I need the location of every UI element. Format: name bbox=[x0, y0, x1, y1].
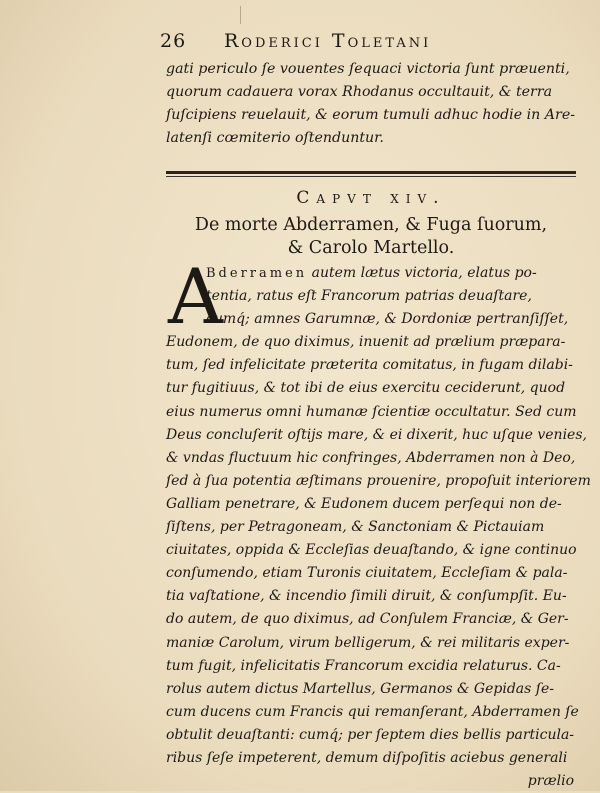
section-rule bbox=[166, 171, 576, 174]
text-line bbox=[166, 262, 586, 285]
text-line: quorum cadauera vorax Rhodanus occultauit, & terra bbox=[166, 84, 553, 100]
text-line: ſiſtens, per Petragoneam, & Sanctoniam & Pictauiam bbox=[166, 519, 545, 536]
text-line: tum fugit, infelicitatis Francorum excidia relaturus. Ca- bbox=[166, 657, 561, 674]
text-line: & vndas fluctuum hic confringes, Abderramen non à Deo, bbox=[166, 449, 576, 466]
text-line: maniæ Carolum, virum belligerum, & rei militaris exper- bbox=[166, 634, 570, 651]
text-line-rest: autem lætus victoria, elatus po- bbox=[311, 265, 537, 281]
text-line: Eudonem, de quo diximus, inuenit ad prælium præpara- bbox=[166, 334, 566, 351]
text-line: ſuſcipiens reuelauit, & eorum tumuli adhuc hodie in Are- bbox=[166, 107, 576, 123]
text-line: Galliam penetrare, & Eudonem ducem perſequi non de- bbox=[166, 495, 562, 512]
text-line: eius numerus omni humanæ ſcientiæ occultatur. Sed cum bbox=[166, 403, 577, 420]
running-title: Roderici Toletani bbox=[224, 30, 432, 52]
chapter-body bbox=[166, 252, 591, 793]
text-line: gati periculo ſe vouentes ſequaci victoria ſunt præuenti, bbox=[166, 61, 570, 77]
subtitle-line: De morte Abderramen, & Fuga ſuorum, bbox=[194, 215, 548, 235]
subtitle-line: & Carolo Martello. bbox=[287, 238, 455, 258]
catchword: prælio bbox=[527, 773, 574, 790]
text-line: rolus autem dictus Martellus, Germanos & Gepidas ſe- bbox=[166, 680, 554, 697]
text-line: tentia, ratus eſt Francorum patrias deuaſtare, bbox=[206, 288, 532, 305]
text-line: do autem, de quo diximus, ad Conſulem Franciæ, & Ger- bbox=[166, 611, 569, 628]
text-line: tum, ſed infelicitate præterita comitatus, in fugam dilabi- bbox=[166, 357, 573, 374]
text-line: ciuitates, oppida & Eccleſias deuaſtando, & igne continuo bbox=[166, 542, 577, 559]
text-line: ribus ſeſe impeterent, demum diſpoſitis aciebus generali bbox=[166, 749, 568, 766]
first-word-caps: Bderramen bbox=[206, 266, 308, 281]
text-line: conſumendo, etiam Turonis ciuitatem, Eccleſiam & pala- bbox=[166, 565, 568, 582]
continued-paragraph bbox=[166, 58, 586, 150]
page-header bbox=[160, 30, 580, 60]
text-line: tur fugitiuus, & tot ibi de eius exercitu ceciderunt, quod bbox=[166, 380, 566, 397]
chapter-heading: Capvt xiv. bbox=[296, 188, 446, 208]
section-rule-thin bbox=[166, 176, 576, 177]
text-line: obtulit deuaſtanti: cumq́; per ſeptem dies bellis particula- bbox=[166, 726, 575, 743]
text-line: latenſi cœmiterio oſtenduntur. bbox=[166, 130, 384, 146]
text-line: Deus concluſerit oſtijs mare, & ei dixerit, huc uſque venies, bbox=[166, 426, 587, 443]
chapter-subtitle bbox=[166, 214, 576, 260]
page-mark bbox=[240, 6, 241, 24]
drop-cap: A bbox=[168, 252, 223, 341]
text-line: cumq́; amnes Garumnæ, & Dordoniæ pertranſiſſet, bbox=[206, 311, 569, 328]
text-line: ſed à ſua potentia æſtimans prouenire, propoſuit interiorem bbox=[166, 472, 591, 489]
page-number: 26 bbox=[160, 30, 187, 52]
text-line: cum ducens cum Francis qui remanſerant, Abderramen ſe bbox=[166, 703, 579, 720]
text-line: tia vaſtatione, & incendio ſimili diruit, & conſumpſit. Eu- bbox=[166, 588, 567, 605]
